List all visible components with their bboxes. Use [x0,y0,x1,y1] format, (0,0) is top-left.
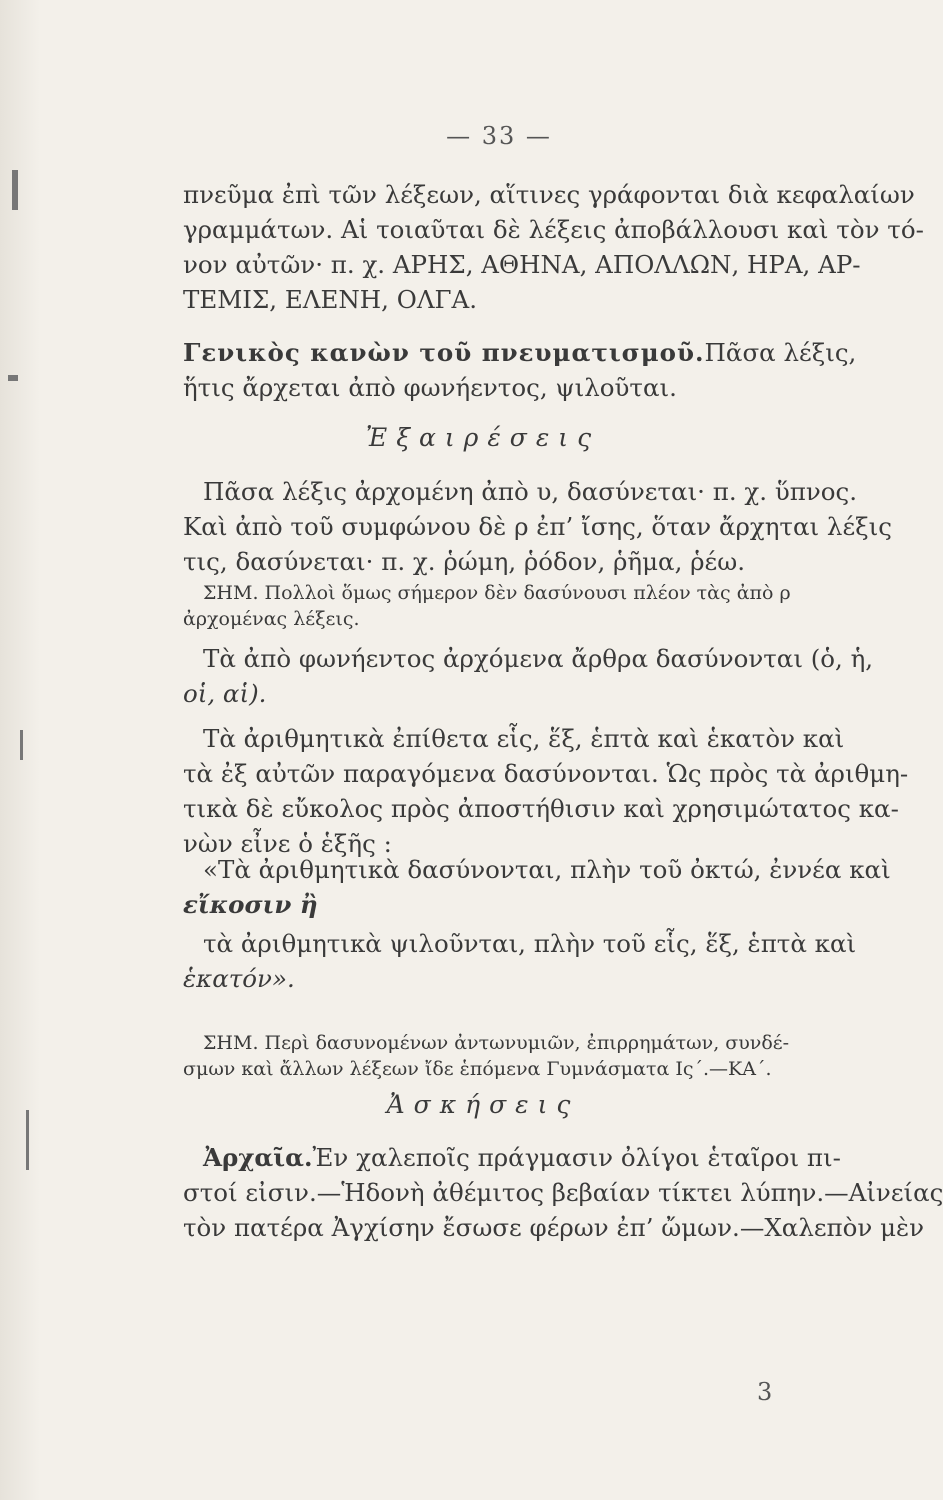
paragraph-ancient [183,1140,943,1245]
text-line: τὰ ἀριθμητικὰ ψιλοῦνται, πλὴν τοῦ εἷς, ἕξ, ἑπτὰ καὶ [203,929,857,958]
paragraph-capitals [183,177,924,317]
paragraph-articles [183,641,874,711]
text-line: τικὰ δὲ εὔκολος πρὸς ἀποστήθισιν καὶ χρησιμώτατος κα- [183,794,899,823]
text-line: νὼν εἶνε ὁ ἑξῆς : [183,829,392,858]
text-line: Τὰ ἀπὸ φωνήεντος ἀρχόμενα ἄρθρα δασύνονται (ὁ, ἡ, [203,644,874,673]
text-line: τις, δασύνεται· π. χ. ῥώμη, ῥόδον, ῥῆμα, ῥέω. [183,547,746,576]
note-line: ΣΗΜ. Πολλοὶ ὅμως σήμερον δὲν δασύνουσι πλέον τὰς ἀπὸ ρ [203,582,791,604]
paragraph-rule-quote [183,852,891,922]
text-line: γραμμάτων. Αἱ τοιαῦται δὲ λέξεις ἀποβάλλουσι καὶ τὸν τό- [183,215,924,244]
text-line: εἴκοσιν ἢ [183,890,318,919]
note-line: ΣΗΜ. Περὶ δασυνομένων ἀντωνυμιῶν, ἐπιρρημάτων, συνδέ- [203,1032,790,1054]
note-line: σμων καὶ ἄλλων λέξεων ἴδε ἑπόμενα Γυμνάσματα Ις΄.—ΚΑ΄. [183,1058,772,1080]
gutter-mark [20,730,23,760]
exercises-heading: Ἀσκήσεις [386,1090,580,1119]
rule-text: Πᾶσα λέξις, [704,338,857,367]
page-gutter [0,0,40,1500]
text-line: ἑκατόν». [183,964,295,993]
text-line: στοί εἰσιν.—Ἡδονὴ ἀθέμιτος βεβαίαν τίκτει λύπην.—Αἰνείας [183,1178,943,1207]
rule-title: Γενικὸς κανὼν τοῦ πνευματισμοῦ. [183,338,705,367]
rule-line [183,335,857,370]
ancient-text: Ἐν χαλεποῖς πράγμασιν ὀλίγοι ἑταῖροι πι- [312,1143,841,1172]
text-line [183,1140,841,1175]
ancient-label: Ἀρχαῖα. [203,1143,313,1172]
note-one [183,580,791,632]
note-line: ἀρχομένας λέξεις. [183,608,360,630]
text-line: Καὶ ἀπὸ τοῦ συμφώνου δὲ ρ ἐπ’ ἴσης, ὅταν ἄρχηται λέξις [183,512,892,541]
text-line: πνεῦμα ἐπὶ τῶν λέξεων, αἵτινες γράφονται διὰ κεφαλαίων [183,180,915,209]
text-line: οἱ, αἱ). [183,679,267,708]
signature-number: 3 [757,1378,773,1406]
gutter-mark [8,375,18,381]
general-rule [183,335,857,405]
text-line: ἥτις ἄρχεται ἀπὸ φωνήεντος, ψιλοῦται. [183,373,677,402]
exceptions-heading: Ἐξαιρέσεις [365,423,601,452]
text-line: τὸν πατέρα Ἀγχίσην ἔσωσε φέρων ἐπ’ ὤμων.—Χαλεπὸν μὲν [183,1213,925,1242]
text-line: Πᾶσα λέξις ἀρχομένη ἀπὸ υ, δασύνεται· π. χ. ὕπνος. [203,477,857,506]
text-line: «Τὰ ἀριθμητικὰ δασύνονται, πλὴν τοῦ ὀκτώ, ἐννέα καὶ [203,855,891,884]
text-line: Τὰ ἀριθμητικὰ ἐπίθετα εἷς, ἕξ, ἑπτὰ καὶ ἑκατὸν καὶ [203,724,845,753]
gutter-mark [12,170,18,210]
paragraph-aspiration [183,474,892,579]
gutter-mark [26,1110,29,1170]
paragraph-rule-quote-2 [183,926,857,996]
text-line: τὰ ἐξ αὐτῶν παραγόμενα δασύνονται. Ὡς πρὸς τὰ ἀριθμη- [183,759,909,788]
paragraph-numerals [183,721,909,861]
page-number: — 33 — [446,122,552,150]
note-two [183,1030,790,1082]
text-line: ΤΕΜΙΣ, ΕΛΕΝΗ, ΟΛΓΑ. [183,285,477,314]
text-line: νον αὐτῶν· π. χ. ΑΡΗΣ, ΑΘΗΝΑ, ΑΠΟΛΛΩΝ, ΗΡΑ, ΑΡ- [183,250,861,279]
